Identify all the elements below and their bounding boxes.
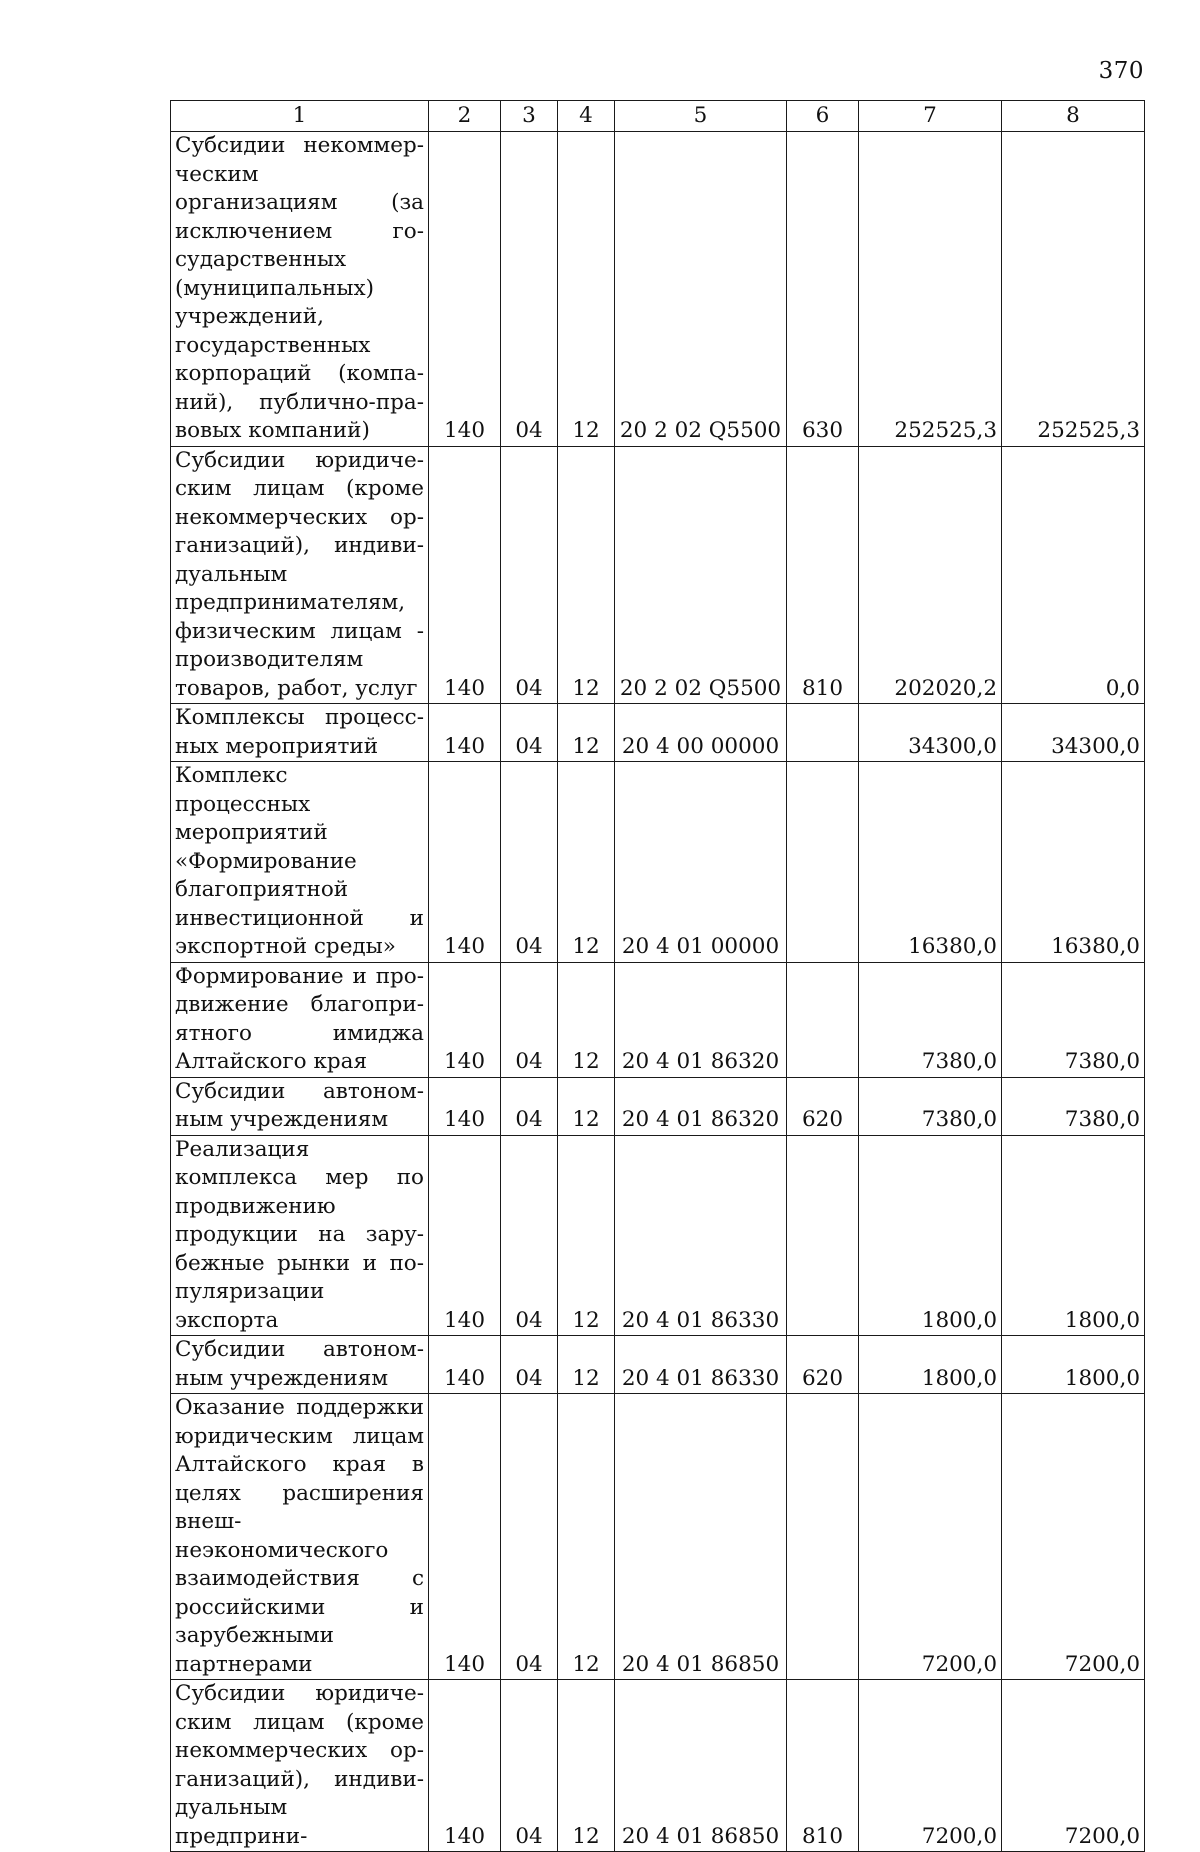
- cell-col6: [787, 704, 859, 762]
- column-header: 1: [171, 101, 429, 132]
- row-name: Субсидии юридическим лицам (кроме некоммерческих организаций), индивидуальным предпринимателям, физическим лицам - производителям товаров, работ, услуг: [171, 446, 429, 704]
- cell-col7: 7200,0: [859, 1680, 1002, 1852]
- cell-col4: 12: [558, 132, 615, 447]
- cell-col3: 04: [501, 1394, 558, 1680]
- cell-col3: 04: [501, 1336, 558, 1394]
- cell-col7: 16380,0: [859, 762, 1002, 963]
- table-row: [171, 762, 1145, 963]
- cell-col8: 1800,0: [1002, 1135, 1145, 1336]
- cell-col2: 140: [429, 446, 501, 704]
- cell-col8: 1800,0: [1002, 1336, 1145, 1394]
- cell-col3: 04: [501, 1077, 558, 1135]
- cell-col3: 04: [501, 132, 558, 447]
- cell-col5: 20 2 02 Q5500: [615, 132, 787, 447]
- row-name: Комплексы процессных мероприятий: [171, 704, 429, 762]
- table-header-row: [171, 101, 1145, 132]
- row-name: Реализация комплекса мер по продвижению продукции на зарубежные рынки и популяризации экспорта: [171, 1135, 429, 1336]
- cell-col2: 140: [429, 1336, 501, 1394]
- cell-col4: 12: [558, 446, 615, 704]
- column-header: 6: [787, 101, 859, 132]
- table-row: [171, 1077, 1145, 1135]
- cell-col6: 810: [787, 1680, 859, 1852]
- cell-col6: [787, 1394, 859, 1680]
- row-name: Субсидии юридическим лицам (кроме некоммерческих организаций), индивидуальным предприни-: [171, 1680, 429, 1852]
- cell-col3: 04: [501, 704, 558, 762]
- cell-col7: 7380,0: [859, 1077, 1002, 1135]
- column-header: 2: [429, 101, 501, 132]
- cell-col6: 630: [787, 132, 859, 447]
- cell-col5: 20 4 01 00000: [615, 762, 787, 963]
- budget-table: [170, 100, 1145, 1852]
- cell-col3: 04: [501, 962, 558, 1077]
- table-row: [171, 132, 1145, 447]
- cell-col2: 140: [429, 1394, 501, 1680]
- cell-col8: 7200,0: [1002, 1680, 1145, 1852]
- row-name: Субсидии автономным учреждениям: [171, 1077, 429, 1135]
- cell-col6: 620: [787, 1336, 859, 1394]
- cell-col5: 20 4 01 86320: [615, 1077, 787, 1135]
- cell-col5: 20 4 01 86330: [615, 1135, 787, 1336]
- cell-col4: 12: [558, 1077, 615, 1135]
- cell-col7: 202020,2: [859, 446, 1002, 704]
- cell-col7: 7380,0: [859, 962, 1002, 1077]
- cell-col8: 34300,0: [1002, 704, 1145, 762]
- cell-col5: 20 2 02 Q5500: [615, 446, 787, 704]
- table-row: [171, 1394, 1145, 1680]
- cell-col5: 20 4 01 86330: [615, 1336, 787, 1394]
- cell-col2: 140: [429, 132, 501, 447]
- column-header: 4: [558, 101, 615, 132]
- cell-col4: 12: [558, 762, 615, 963]
- cell-col7: 252525,3: [859, 132, 1002, 447]
- table-row: [171, 962, 1145, 1077]
- cell-col4: 12: [558, 1680, 615, 1852]
- cell-col5: 20 4 01 86320: [615, 962, 787, 1077]
- cell-col3: 04: [501, 762, 558, 963]
- cell-col7: 1800,0: [859, 1135, 1002, 1336]
- cell-col8: 16380,0: [1002, 762, 1145, 963]
- cell-col8: 7200,0: [1002, 1394, 1145, 1680]
- cell-col2: 140: [429, 704, 501, 762]
- cell-col8: 7380,0: [1002, 962, 1145, 1077]
- cell-col2: 140: [429, 1077, 501, 1135]
- cell-col7: 1800,0: [859, 1336, 1002, 1394]
- table-row: [171, 446, 1145, 704]
- cell-col2: 140: [429, 1680, 501, 1852]
- cell-col5: 20 4 01 86850: [615, 1680, 787, 1852]
- row-name: Оказание поддержки юридическим лицам Алтайского края в целях расширения внешнеэкономического взаимодействия с российскими и зарубежными партнерами: [171, 1394, 429, 1680]
- column-header: 8: [1002, 101, 1145, 132]
- cell-col2: 140: [429, 762, 501, 963]
- column-header: 5: [615, 101, 787, 132]
- table-row: [171, 1336, 1145, 1394]
- table-row: [171, 1135, 1145, 1336]
- cell-col6: [787, 1135, 859, 1336]
- cell-col4: 12: [558, 1336, 615, 1394]
- cell-col2: 140: [429, 1135, 501, 1336]
- row-name: Формирование и продвижение благоприятного имиджа Алтайского края: [171, 962, 429, 1077]
- cell-col8: 0,0: [1002, 446, 1145, 704]
- page-number: 370: [1098, 58, 1144, 84]
- cell-col4: 12: [558, 1135, 615, 1336]
- cell-col3: 04: [501, 1680, 558, 1852]
- cell-col5: 20 4 01 86850: [615, 1394, 787, 1680]
- cell-col6: 810: [787, 446, 859, 704]
- column-header: 7: [859, 101, 1002, 132]
- cell-col7: 7200,0: [859, 1394, 1002, 1680]
- column-header: 3: [501, 101, 558, 132]
- cell-col8: 252525,3: [1002, 132, 1145, 447]
- cell-col6: [787, 962, 859, 1077]
- cell-col7: 34300,0: [859, 704, 1002, 762]
- cell-col4: 12: [558, 1394, 615, 1680]
- cell-col4: 12: [558, 704, 615, 762]
- row-name: Субсидии некоммерческим организациям (за исключением государственных (муниципальных) учреждений, государственных корпораций (компаний), публично-правовых компаний): [171, 132, 429, 447]
- cell-col2: 140: [429, 962, 501, 1077]
- table-row: [171, 1680, 1145, 1852]
- table-row: [171, 704, 1145, 762]
- cell-col3: 04: [501, 1135, 558, 1336]
- cell-col6: [787, 762, 859, 963]
- cell-col8: 7380,0: [1002, 1077, 1145, 1135]
- cell-col6: 620: [787, 1077, 859, 1135]
- row-name: Комплекс процессных мероприятий «Формирование благоприятной инвестиционной и экспортной среды»: [171, 762, 429, 963]
- cell-col5: 20 4 00 00000: [615, 704, 787, 762]
- cell-col4: 12: [558, 962, 615, 1077]
- cell-col3: 04: [501, 446, 558, 704]
- row-name: Субсидии автономным учреждениям: [171, 1336, 429, 1394]
